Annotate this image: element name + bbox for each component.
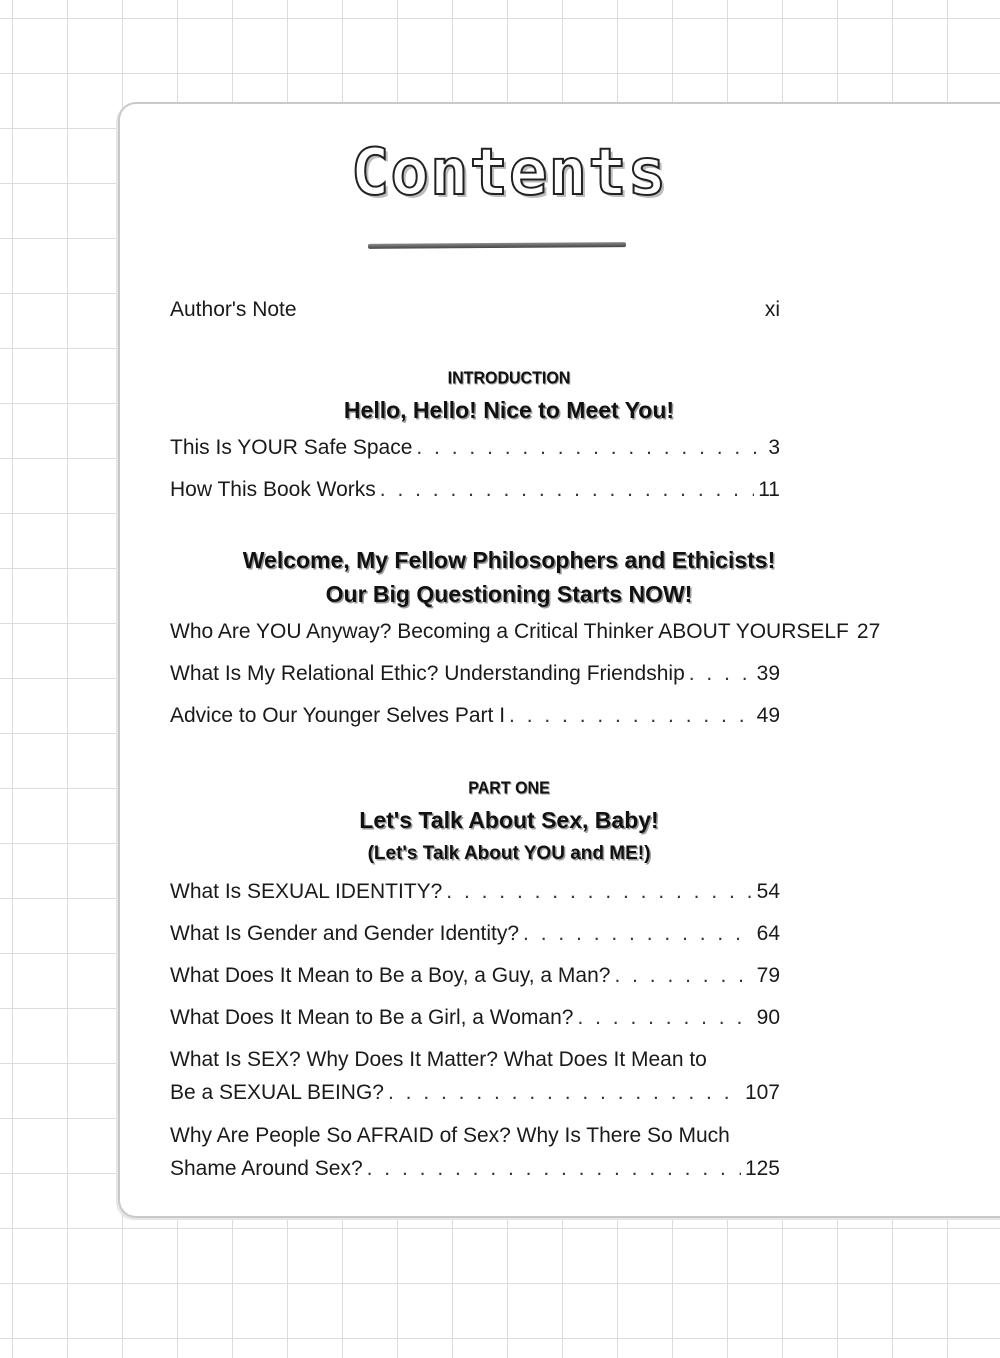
toc-entry-page: 79 [756, 964, 780, 987]
toc-entry[interactable] [170, 662, 780, 686]
toc-entry[interactable] [170, 620, 881, 644]
toc-entry-page: 125 [744, 1157, 780, 1180]
toc-entry-page: 54 [756, 880, 780, 903]
toc-entry-title: How This Book Works [170, 478, 376, 501]
toc-entry-page: 64 [756, 922, 780, 945]
dot-leader [380, 478, 754, 502]
toc-entry[interactable] [170, 880, 780, 904]
toc-entry-page: 90 [756, 1006, 780, 1029]
toc-entry-page: 39 [756, 662, 780, 685]
section-heading-part-one: Let's Talk About Sex, Baby! [359, 807, 659, 833]
toc-entry[interactable] [170, 1157, 780, 1181]
dot-leader [509, 704, 753, 728]
toc-entry-title: What Is My Relational Ethic? Understanding Friendship [170, 662, 685, 685]
dot-leader [523, 922, 753, 946]
dot-leader [416, 436, 764, 460]
dot-leader [446, 880, 752, 904]
toc-entry-title: Advice to Our Younger Selves Part I [170, 704, 506, 727]
toc-entry-page: xi [764, 298, 780, 321]
toc-entry-title: What Does It Mean to Be a Boy, a Guy, a Man? [170, 964, 611, 987]
toc-entry-page: 107 [744, 1081, 780, 1104]
section-label-part-one: PART ONE [468, 779, 550, 798]
section-subheading-part-one: (Let's Talk About YOU and ME!) [367, 843, 651, 864]
section-label-introduction: INTRODUCTION [447, 369, 571, 388]
toc-entry-title-line1[interactable]: What Is SEX? Why Does It Matter? What Does It Mean to [170, 1048, 707, 1071]
toc-entry-title: What Is SEXUAL IDENTITY? [170, 880, 443, 903]
toc-entry-title: Author's Note [170, 298, 297, 321]
section-heading-welcome-line2: Our Big Questioning Starts NOW! [325, 581, 693, 607]
toc-entry-page: 11 [758, 478, 780, 501]
toc-entry-page: 27 [856, 620, 881, 643]
toc-entry[interactable] [170, 922, 780, 946]
toc-entry[interactable] [170, 1006, 780, 1030]
toc-entry-authors-note[interactable] [170, 298, 780, 322]
dot-leader [577, 1006, 752, 1030]
section-heading-welcome: Welcome, My Fellow Philosophers and Ethicists! [242, 547, 776, 573]
toc-entry-title-line2: Be a SEXUAL BEING? [170, 1081, 384, 1104]
dot-leader [689, 662, 753, 686]
toc-entry-page: 49 [756, 704, 780, 727]
toc-entry-title: What Is Gender and Gender Identity? [170, 922, 520, 945]
toc-entry-page: 3 [768, 436, 780, 459]
toc-entry[interactable] [170, 704, 780, 728]
dot-leader [367, 1157, 741, 1181]
toc-entry[interactable] [170, 1081, 780, 1105]
toc-entry-title-line1[interactable]: Why Are People So AFRAID of Sex? Why Is There So Much [170, 1124, 730, 1147]
toc-entry-title-line2: Shame Around Sex? [170, 1157, 363, 1180]
toc-entry[interactable] [170, 478, 780, 502]
toc-entry-title: Who Are YOU Anyway? Becoming a Critical Thinker ABOUT YOURSELF [170, 620, 849, 643]
toc-entry[interactable] [170, 964, 780, 988]
toc-entry-title: What Does It Mean to Be a Girl, a Woman? [170, 1006, 574, 1029]
toc-entry-title: This Is YOUR Safe Space [170, 436, 413, 459]
section-heading-introduction: Hello, Hello! Nice to Meet You! [343, 397, 675, 423]
page-title: Contents [350, 136, 668, 210]
toc-entry[interactable] [170, 436, 780, 460]
dot-leader [388, 1081, 741, 1105]
dot-leader [614, 964, 752, 988]
